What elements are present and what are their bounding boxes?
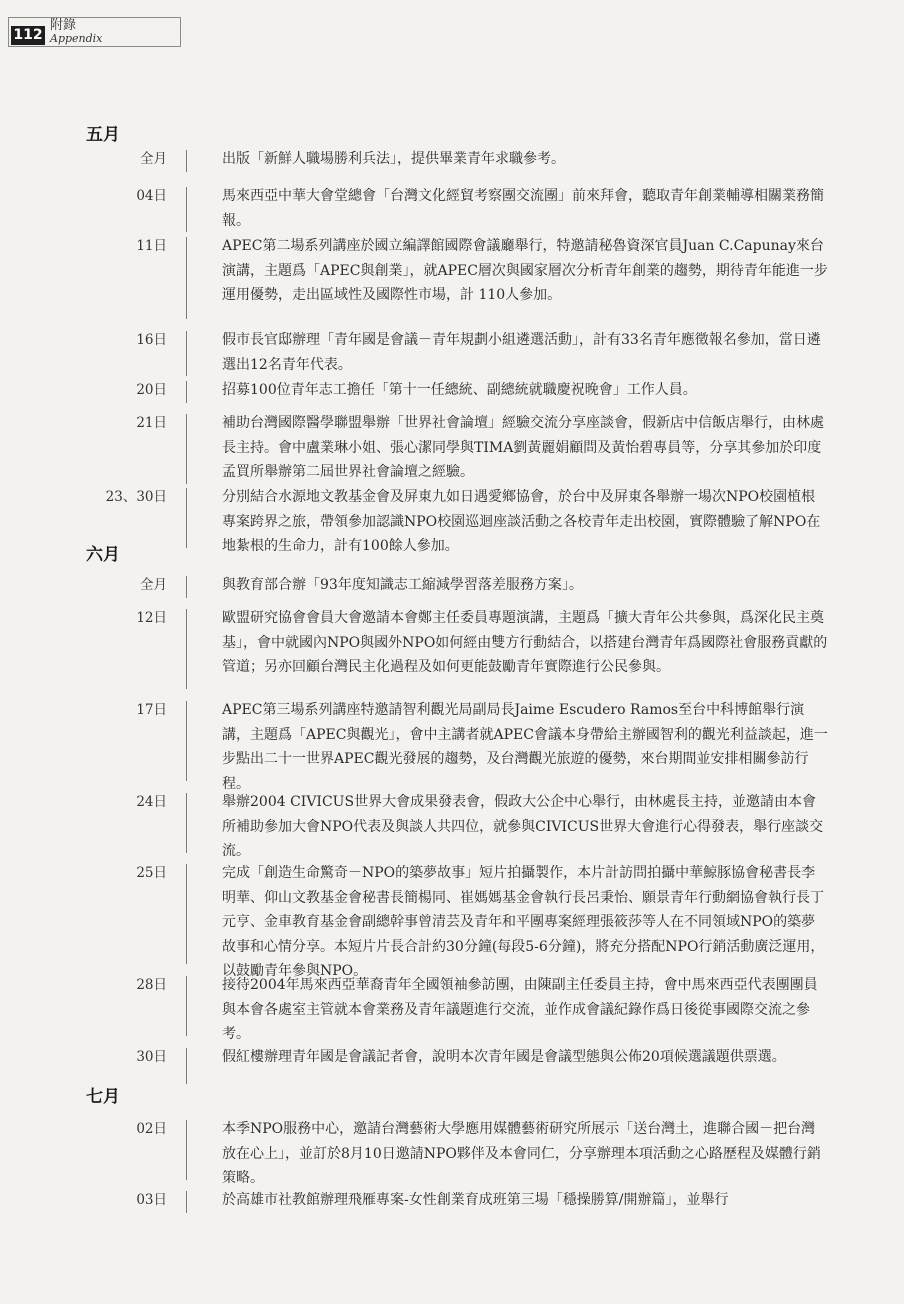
section-title-cn: 附錄 [50, 18, 77, 33]
timeline-divider [186, 414, 187, 484]
timeline-divider [186, 381, 187, 403]
entry-text: 出版「新鮮人職場勝利兵法」，提供畢業青年求職參考。 [222, 151, 565, 167]
entry-text: 馬來西亞中華大會堂總會「台灣文化經貿考察團交流團」前來拜會，聽取青年創業輔導相關業務簡報。 [222, 188, 824, 229]
entry-text: 完成「創造生命驚奇－NPO的築夢故事」短片拍攝製作，本片計訪問拍攝中華鯨豚協會秘書長李明華、仰山文教基金會秘書長簡楊同、崔媽媽基金會執行長呂秉怡、願景青年行動網協會執行長丁元亨、金車教育基金會副總幹事曾清芸及青年和平團專案經理張筱莎等人在不同領域NPO的築夢故事和心情分享。本短片片長合計約30分鐘(每段5-6分鐘)，將充分搭配NPO行銷活動廣泛運用，以鼓勵青年參與NPO。 [222, 865, 825, 979]
entry-date: 16日 [136, 332, 167, 348]
month-heading-may: 五月 [86, 125, 120, 145]
timeline-divider [186, 793, 187, 853]
entry-date: 11日 [136, 238, 167, 254]
entry-text: 與教育部合辦「93年度知識志工縮減學習落差服務方案」。 [222, 577, 583, 593]
entry-date: 全月 [140, 577, 167, 593]
entry-text: APEC第二場系列講座於國立編譯館國際會議廳舉行，特邀請秘魯資深官員Juan C.Capunay來台演講，主題爲「APEC與創業」，就APEC層次與國家層次分析青年創業的趨勢，期待青年能進一步運用優勢，走出區域性及國際性市場，計 110人參加。 [222, 238, 828, 303]
entry-text: 於高雄市社教館辦理飛雁專案-女性創業育成班第三場「穩操勝算/開辦篇」，並舉行 [222, 1192, 729, 1208]
month-heading-july: 七月 [86, 1087, 120, 1107]
entry-date: 17日 [136, 702, 167, 718]
entry-date: 02日 [136, 1121, 167, 1137]
entry-text: 本季NPO服務中心，邀請台灣藝術大學應用媒體藝術研究所展示「送台灣土，進聯合國－把台灣放在心上」，並訂於8月10日邀請NPO夥伴及本會同仁，分享辦理本項活動之心路歷程及媒體行銷策略。 [222, 1121, 821, 1186]
entry-date: 24日 [136, 794, 167, 810]
entry-date: 30日 [136, 1049, 167, 1065]
timeline-divider [186, 150, 187, 172]
timeline-divider [186, 488, 187, 548]
entry-date: 12日 [136, 610, 167, 626]
entry-text: 補助台灣國際醫學聯盟舉辦「世界社會論壇」經驗交流分享座談會，假新店中信飯店舉行，由林處長主持。會中盧業琳小姐、張心潔同學與TIMA劉黃麗娟顧問及黃怡碧專員等，分享其參加於印度孟買所舉辦第二屆世界社會論壇之經驗。 [222, 415, 824, 480]
entry-text: APEC第三場系列講座特邀請智利觀光局副局長Jaime Escudero Ramos至台中科博館舉行演講，主題爲「APEC與觀光」，會中主講者就APEC會議本身帶給主辦國智利的觀光利益談起，進一步點出二十一世界APEC觀光發展的趨勢，及台灣觀光旅遊的優勢，來台期間並安排相關參訪行程。 [222, 702, 828, 792]
entry-date: 28日 [136, 977, 167, 993]
page-number: 112 [11, 26, 45, 45]
timeline-divider [186, 237, 187, 319]
entry-text: 假紅樓辦理青年國是會議記者會，說明本次青年國是會議型態與公佈20項候選議題供票選。 [222, 1049, 786, 1065]
entry-text: 接待2004年馬來西亞華裔青年全國領袖參訪團，由陳副主任委員主持，會中馬來西亞代表團團員與本會各處室主管就本會業務及青年議題進行交流，並作成會議紀錄作爲日後從事國際交流之參考。 [222, 977, 818, 1042]
timeline-divider [186, 609, 187, 689]
month-heading-june: 六月 [86, 545, 120, 565]
entry-text: 假市長官邸辦理「青年國是會議－青年規劃小組遴選活動」，計有33名青年應徵報名參加，當日遴選出12名青年代表。 [222, 332, 821, 373]
entry-text: 分別結合水源地文教基金會及屏東九如日遇愛鄉協會，於台中及屏東各舉辦一場次NPO校園植根專案跨界之旅，帶領參加認識NPO校園巡迴座談活動之各校青年走出校園，實際體驗了解NPO在地紮根的生命力，計有100餘人參加。 [222, 489, 821, 554]
entry-text: 招募100位青年志工擔任「第十一任總統、副總統就職慶祝晚會」工作人員。 [222, 382, 697, 398]
entry-date: 20日 [136, 382, 167, 398]
entry-date: 21日 [136, 415, 167, 431]
timeline-divider [186, 1048, 187, 1084]
entry-text: 歐盟研究協會會員大會邀請本會鄭主任委員專題演講，主題爲「擴大青年公共參與，爲深化民主奠基」，會中就國內NPO與國外NPO如何經由雙方行動結合，以搭建台灣青年爲國際社會服務貢獻的管道；另亦回顧台灣民主化過程及如何更能鼓勵青年實際進行公民參與。 [222, 610, 828, 675]
timeline-divider [186, 187, 187, 232]
entry-date: 03日 [136, 1192, 167, 1208]
timeline-divider [186, 1191, 187, 1213]
entry-date: 23、30日 [105, 489, 167, 505]
entry-date: 25日 [136, 865, 167, 881]
entry-text: 舉辦2004 CIVICUS世界大會成果發表會，假政大公企中心舉行，由林處長主持，並邀請由本會所補助參加大會NPO代表及與談人共四位，就參與CIVICUS世界大會進行心得發表，舉行座談交流。 [222, 794, 824, 859]
entry-date: 全月 [140, 151, 167, 167]
timeline-divider [186, 864, 187, 964]
timeline-divider [186, 701, 187, 781]
timeline-divider [186, 976, 187, 1036]
timeline-divider [186, 1120, 187, 1180]
section-title-en: Appendix [50, 32, 103, 45]
timeline-divider [186, 576, 187, 598]
timeline-divider [186, 331, 187, 376]
entry-date: 04日 [136, 188, 167, 204]
